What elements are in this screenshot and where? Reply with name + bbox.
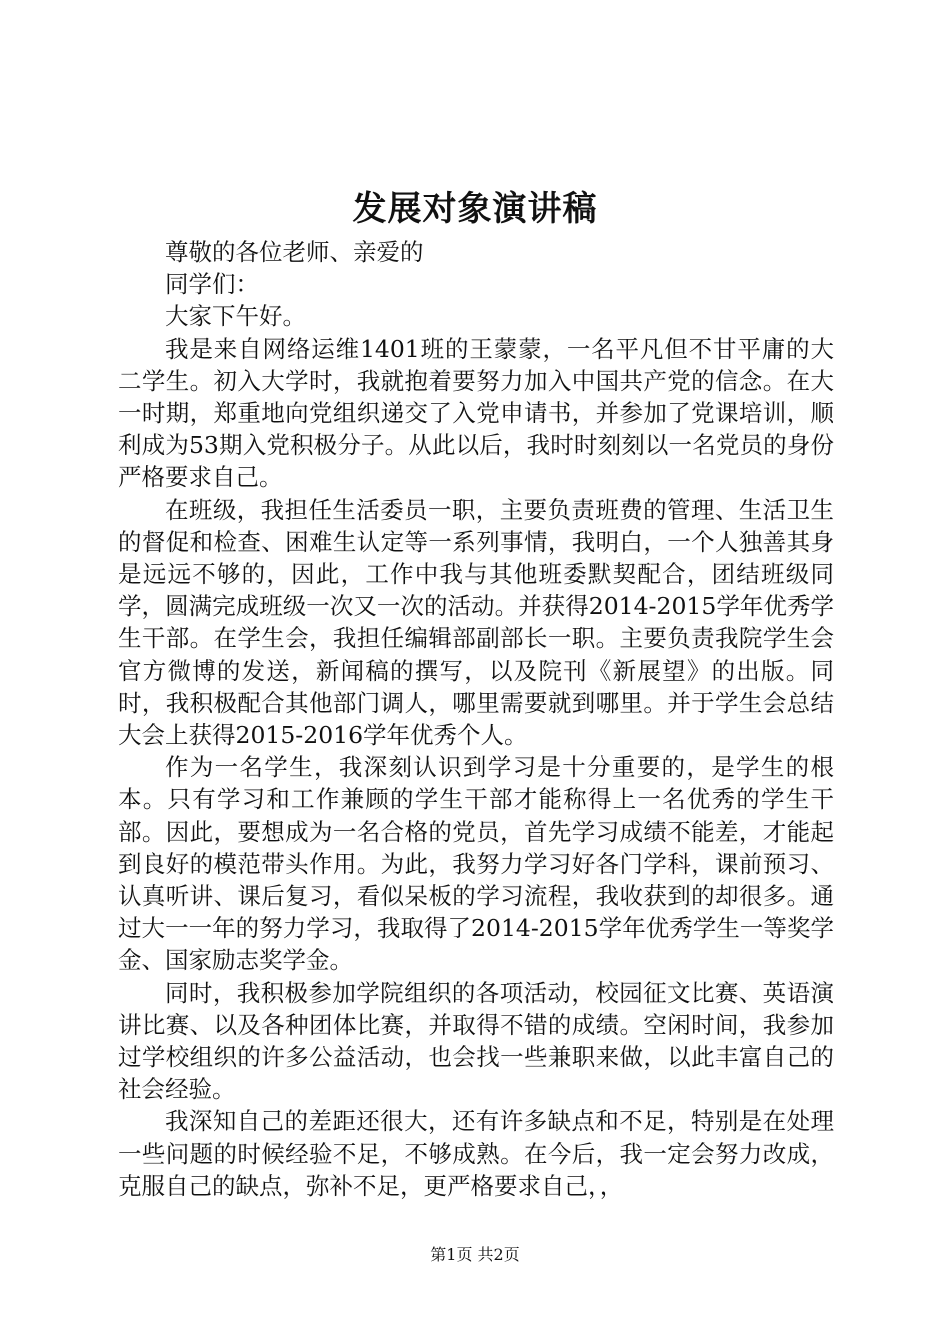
document-title: 发展对象演讲稿 [352,189,598,229]
paragraph-study: 作为一名学生，我深刻认识到学习是十分重要的，是学生的根本。只有学习和工作兼顾的学生干部才能称得上一名优秀的学生干部。因此，要想成为一名合格的党员，首先学习成绩不能差，才能起到良好的模范带头作用。为此，我努力学习好各门学科，课前预习、认真听讲、课后复习，看似呆板的学习流程，我收获到的却很多。通过大一一年的努力学习，我取得了2014-2015学年优秀学生一等奖学金、国家励志奖学金。 [118,753,834,975]
page-number-footer: 第1页 共2页 [430,1245,520,1264]
salutation-line-2: 同学们： [165,270,259,299]
paragraph-introduction: 我是来自网络运维1401班的王蒙蒙，一名平凡但不甘平庸的大二学生。初入大学时，我就抱着要努力加入中国共产党的信念。在大一时期，郑重地向党组织递交了入党申请书，并参加了党课培训，顺利成为53期入党积极分子。从此以后，我时时刻刻以一名党员的身份严格要求自己。 [118,334,834,492]
paragraph-activities: 同时，我积极参加学院组织的各项活动，校园征文比赛、英语演讲比赛、以及各种团体比赛，并取得不错的成绩。空闲时间，我参加过学校组织的许多公益活动，也会找一些兼职来做，以此丰富自己的社会经验。 [118,978,834,1104]
greeting-line: 大家下午好。 [165,302,306,331]
paragraph-shortcomings: 我深知自己的差距还很大，还有许多缺点和不足，特别是在处理一些问题的时候经验不足，不够成熟。在今后，我一定会努力改成，克服自己的缺点，弥补不足，更严格要求自己，， [118,1107,834,1200]
salutation-line-1: 尊敬的各位老师、亲爱的 [165,238,424,266]
document-body [118,236,834,1202]
paragraph-class-work: 在班级，我担任生活委员一职，主要负责班费的管理、生活卫生的督促和检查、困难生认定等一系列事情，我明白，一个人独善其身是远远不够的，因此，工作中我与其他班委默契配合，团结班级同学，圆满完成班级一次又一次的活动。并获得2014-2015学年优秀学生干部。在学生会，我担任编辑部副部长一职。主要负责我院学生会官方微博的发送，新闻稿的撰写，以及院刊《新展望》的出版。同时，我积极配合其他部门调人，哪里需要就到哪里。并于学生会总结大会上获得2015-2016学年优秀个人。 [118,495,834,750]
